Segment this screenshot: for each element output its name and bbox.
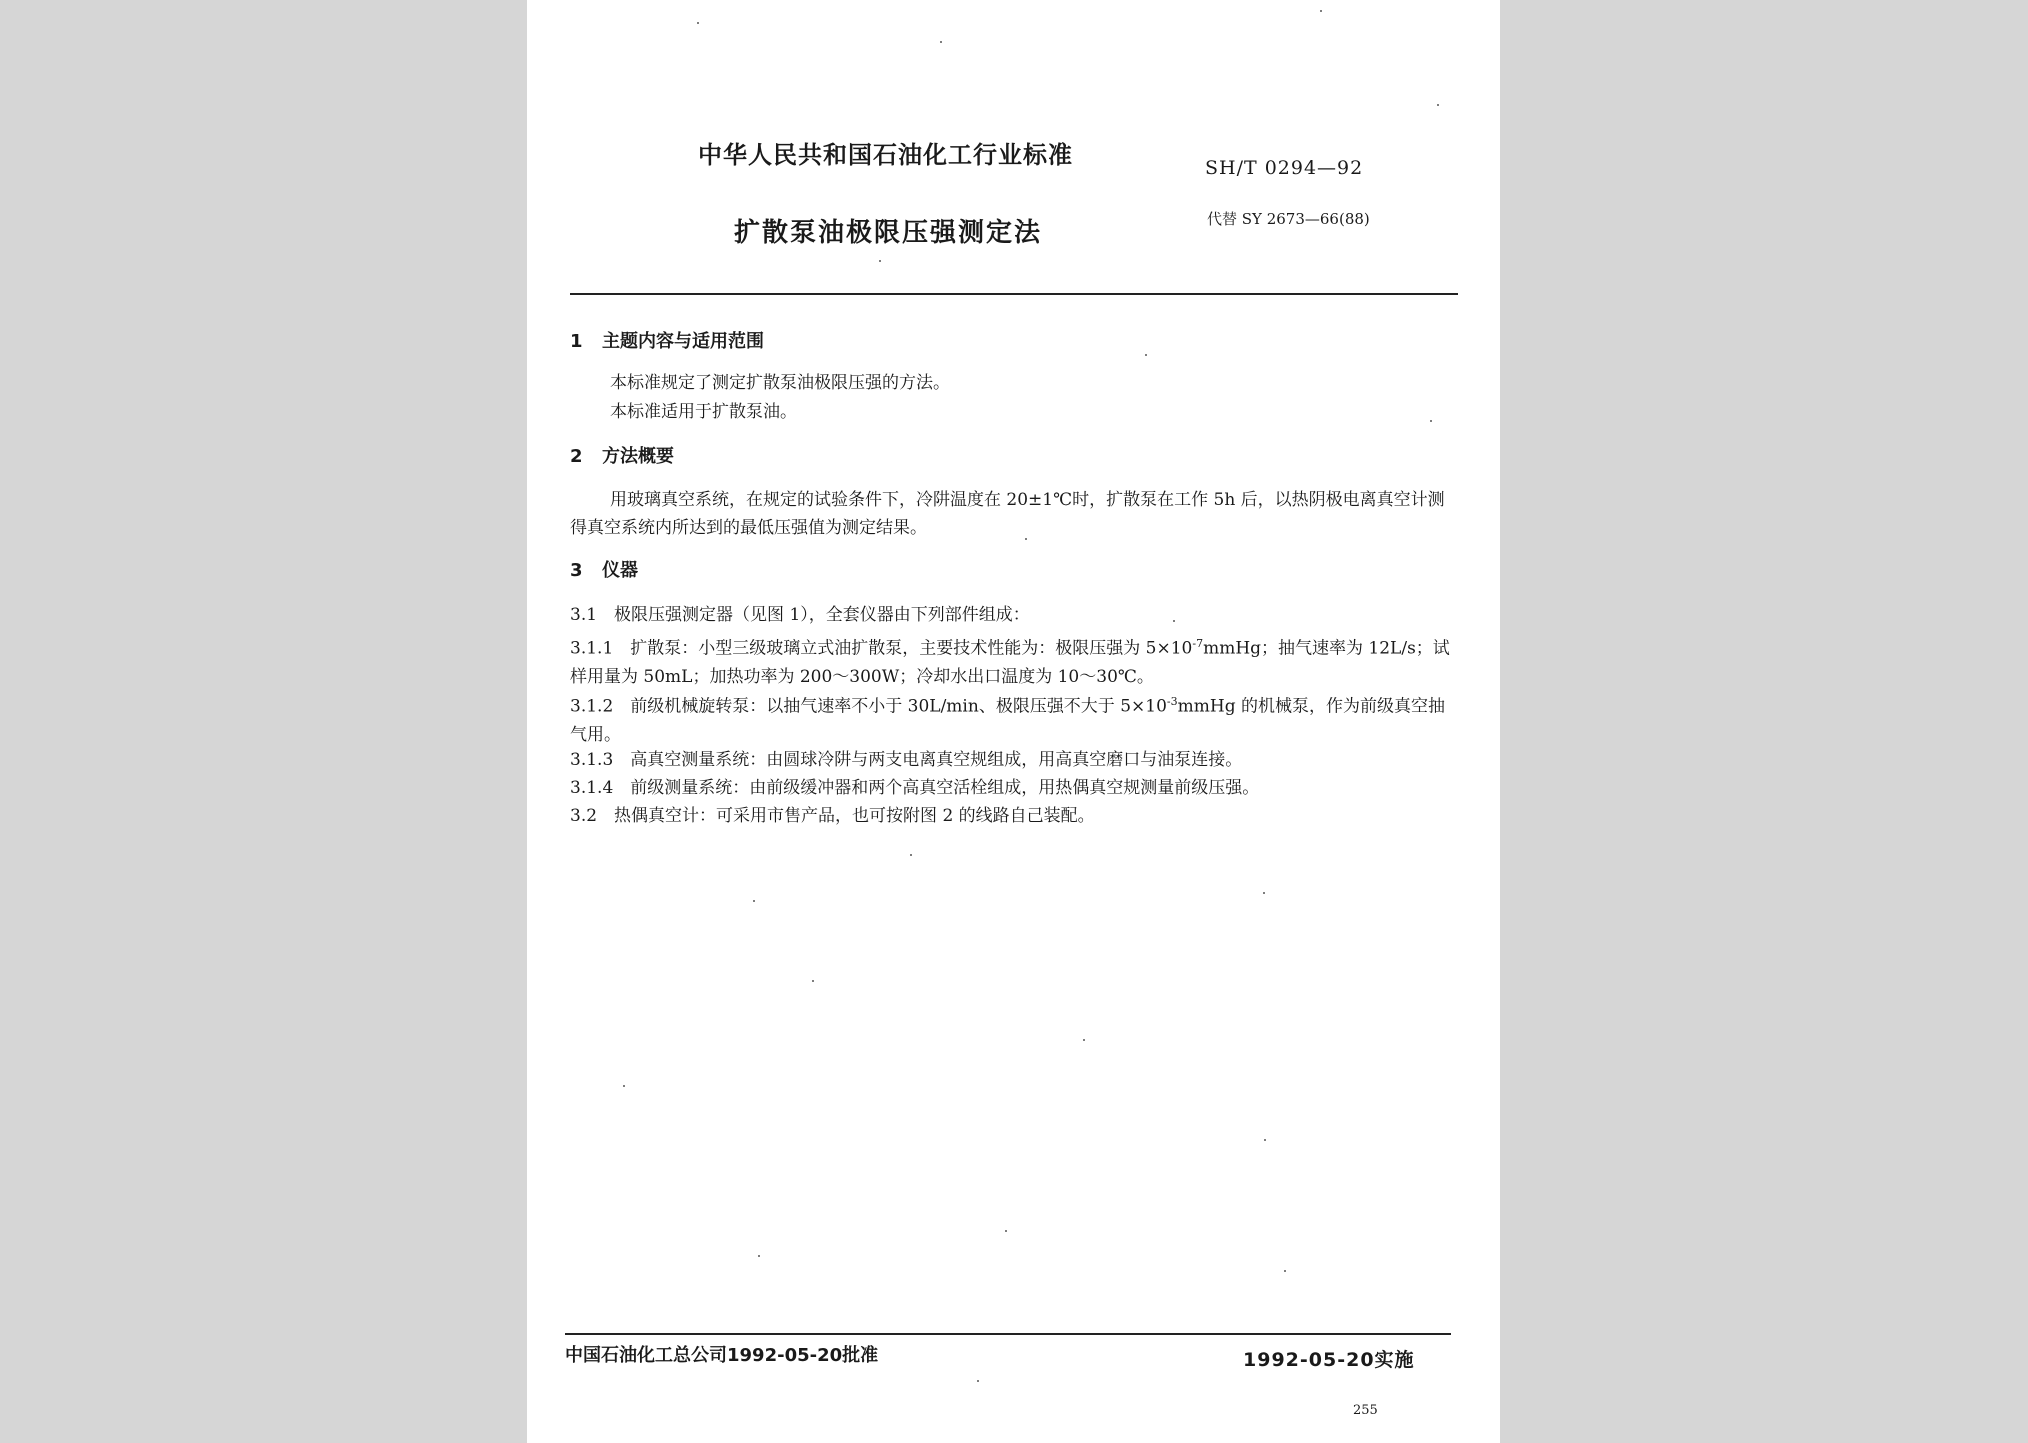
section-3-title: 仪器 [602, 560, 638, 581]
clause-3-1: 3.1 极限压强测定器（见图 1），全套仪器由下列部件组成： [570, 605, 1030, 625]
approval-line: 中国石油化工总公司1992-05-20批准 [565, 1345, 879, 1366]
section-2-paragraph: 用玻璃真空系统，在规定的试验条件下，冷阱温度在 20±1℃时，扩散泵在工作 5h 后，以热阴极电离真空计测得真空系统内所达到的最低压强值为测定结果。 [570, 490, 1445, 538]
issuing-authority: 中华人民共和国石油化工行业标准 [698, 141, 1073, 169]
clause-3-1-1-exponent: -7 [1192, 637, 1204, 650]
header-divider [570, 293, 1458, 295]
scan-speck [758, 1255, 760, 1257]
section-1-paragraph-1: 本标准规定了测定扩散泵油极限压强的方法。 [610, 373, 950, 393]
section-2-title: 方法概要 [602, 446, 674, 467]
section-2-heading [570, 442, 674, 468]
clause-3-2: 3.2 热偶真空计：可采用市售产品，也可按附图 2 的线路自己装配。 [570, 806, 1095, 826]
scan-speck [697, 22, 699, 24]
scan-speck [1263, 892, 1265, 894]
scan-speck [1173, 620, 1175, 622]
scan-speck [753, 900, 755, 902]
section-1-heading [570, 327, 764, 353]
clause-3-1-3: 3.1.3 高真空测量系统：由圆球冷阱与两支电离真空规组成，用高真空磨口与油泵连接。 [570, 750, 1243, 770]
scan-speck [1145, 354, 1147, 356]
replaces-standard: 代替 SY 2673—66(88) [1207, 210, 1370, 228]
footer-divider [565, 1333, 1451, 1335]
scan-speck [910, 854, 912, 856]
scan-speck [1264, 1139, 1266, 1141]
scan-speck [1005, 1230, 1007, 1232]
section-3-number: 3 [570, 560, 583, 581]
section-1-paragraph-2: 本标准适用于扩散泵油。 [610, 402, 797, 422]
section-2-number: 2 [570, 446, 583, 467]
page-number: 255 [1353, 1403, 1378, 1418]
clause-3-1-4: 3.1.4 前级测量系统：由前级缓冲器和两个高真空活栓组成，用热偶真空规测量前级压强。 [570, 778, 1260, 798]
scan-speck [623, 1085, 625, 1087]
clause-3-1-2-text-b: mmHg 的机械泵，作为前级真空抽气用。 [570, 696, 1445, 745]
scan-speck [1083, 1039, 1085, 1041]
section-1-title: 主题内容与适用范围 [602, 331, 764, 352]
scan-speck [1320, 10, 1322, 12]
scan-speck [1025, 538, 1027, 540]
scan-speck [879, 260, 881, 262]
clause-3-1-1-text-a: 3.1.1 扩散泵：小型三级玻璃立式油扩散泵，主要技术性能为：极限压强为 5×10 [570, 638, 1193, 659]
scan-speck [940, 41, 942, 43]
scan-speck [977, 1380, 979, 1382]
section-3-heading [570, 556, 638, 582]
scan-speck [1437, 104, 1439, 106]
effective-date: 1992-05-20实施 [1243, 1349, 1415, 1371]
clause-3-1-2 [570, 688, 1460, 749]
clause-3-1-1 [570, 630, 1460, 691]
clause-3-1-2-exponent: -3 [1166, 695, 1178, 708]
clause-3-1-1-text-b: mmHg；抽气速率为 12L/s；试样用量为 50mL；加热功率为 200～300W；冷却水出口温度为 10～30℃。 [570, 638, 1450, 687]
document-title: 扩散泵油极限压强测定法 [734, 218, 1043, 248]
clause-3-1-2-text-a: 3.1.2 前级机械旋转泵：以抽气速率不小于 30L/min、极限压强不大于 5×10 [570, 696, 1167, 717]
scan-speck [1430, 420, 1432, 422]
scan-speck [812, 980, 814, 982]
section-1-number: 1 [570, 331, 583, 352]
standard-number: SH/T 0294—92 [1205, 157, 1364, 179]
scan-speck [1284, 1270, 1286, 1272]
document-page [527, 0, 1500, 1443]
